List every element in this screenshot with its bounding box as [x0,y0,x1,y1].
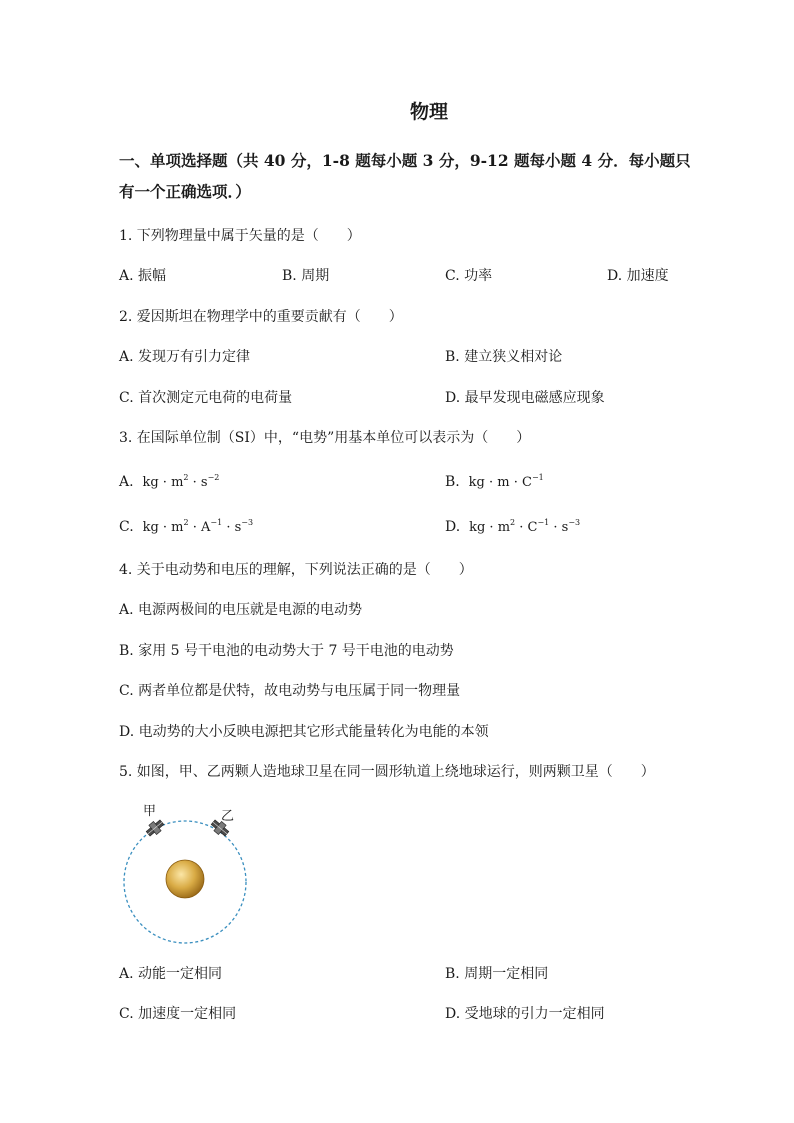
unit-expression: kg · $m \cdot C^{-1}$ [468,473,544,490]
q3-option-a [119,472,219,493]
section-heading-line2: 有一个正确选项．） [119,182,251,201]
q3-option-b [445,472,544,493]
q1-option-b: B. 周期 [282,268,330,284]
unit-expression: kg · $m^2 \cdot s^{-2}$ [142,473,220,490]
label-yi: 乙 [221,809,235,824]
q4-option-d: D. 电动势的大小反映电源把其它形式能量转化为电能的本领 [119,724,489,740]
option-label: C. [119,519,134,535]
unit-expression: kg · $m^2 \cdot A^{-1} \cdot s^{-3}$ [142,518,254,535]
q2-option-c: C. 首次测定元电荷的电荷量 [119,390,293,406]
q1-option-a: A. 振幅 [119,268,167,284]
option-label: A. [119,474,134,490]
q5-option-a: A. 动能一定相同 [119,966,223,982]
page-title: 物理 [409,101,448,123]
q1-stem: 1. 下列物理量中属于矢量的是（ ） [119,228,361,244]
label-jia: 甲 [143,804,157,819]
q5-option-c: C. 加速度一定相同 [119,1006,237,1022]
q4-option-b: B. 家用 5 号干电池的电动势大于 7 号干电池的电动势 [119,643,454,659]
q5-stem: 5. 如图，甲、乙两颗人造地球卫星在同一圆形轨道上绕地球运行，则两颗卫星（ ） [119,764,655,780]
q4-stem: 4. 关于电动势和电压的理解，下列说法正确的是（ ） [119,562,473,578]
satellite-orbit-diagram [118,800,253,945]
q1-option-c: C. 功率 [445,268,493,284]
q3-option-c [119,517,253,538]
q4-option-a: A. 电源两极间的电压就是电源的电动势 [119,602,363,618]
earth [166,860,204,898]
q4-option-c: C. 两者单位都是伏特，故电动势与电压属于同一物理量 [119,683,461,699]
q2-option-a: A. 发现万有引力定律 [119,349,251,365]
q5-option-d: D. 受地球的引力一定相同 [445,1006,605,1022]
q5-option-b: B. 周期一定相同 [445,966,549,982]
q2-stem: 2. 爱因斯坦在物理学中的重要贡献有（ ） [119,309,403,325]
option-label: B. [445,474,460,490]
q3-option-d [445,517,580,538]
q2-option-d: D. 最早发现电磁感应现象 [445,390,605,406]
unit-expression: kg · $m^2 \cdot C^{-1} \cdot s^{-3}$ [469,518,581,535]
q2-option-b: B. 建立狭义相对论 [445,349,563,365]
section-heading-line1: 一、单项选择题（共 40 分，1-8 题每小题 3 分，9-12 题每小题 4 分．每小题只 [119,151,691,170]
q3-stem: 3. 在国际单位制（SI）中，“电势”用基本单位可以表示为（ ） [119,430,531,446]
satellite-jia-icon [144,818,166,839]
q1-option-d: D. 加速度 [607,268,669,284]
option-label: D. [445,519,461,535]
